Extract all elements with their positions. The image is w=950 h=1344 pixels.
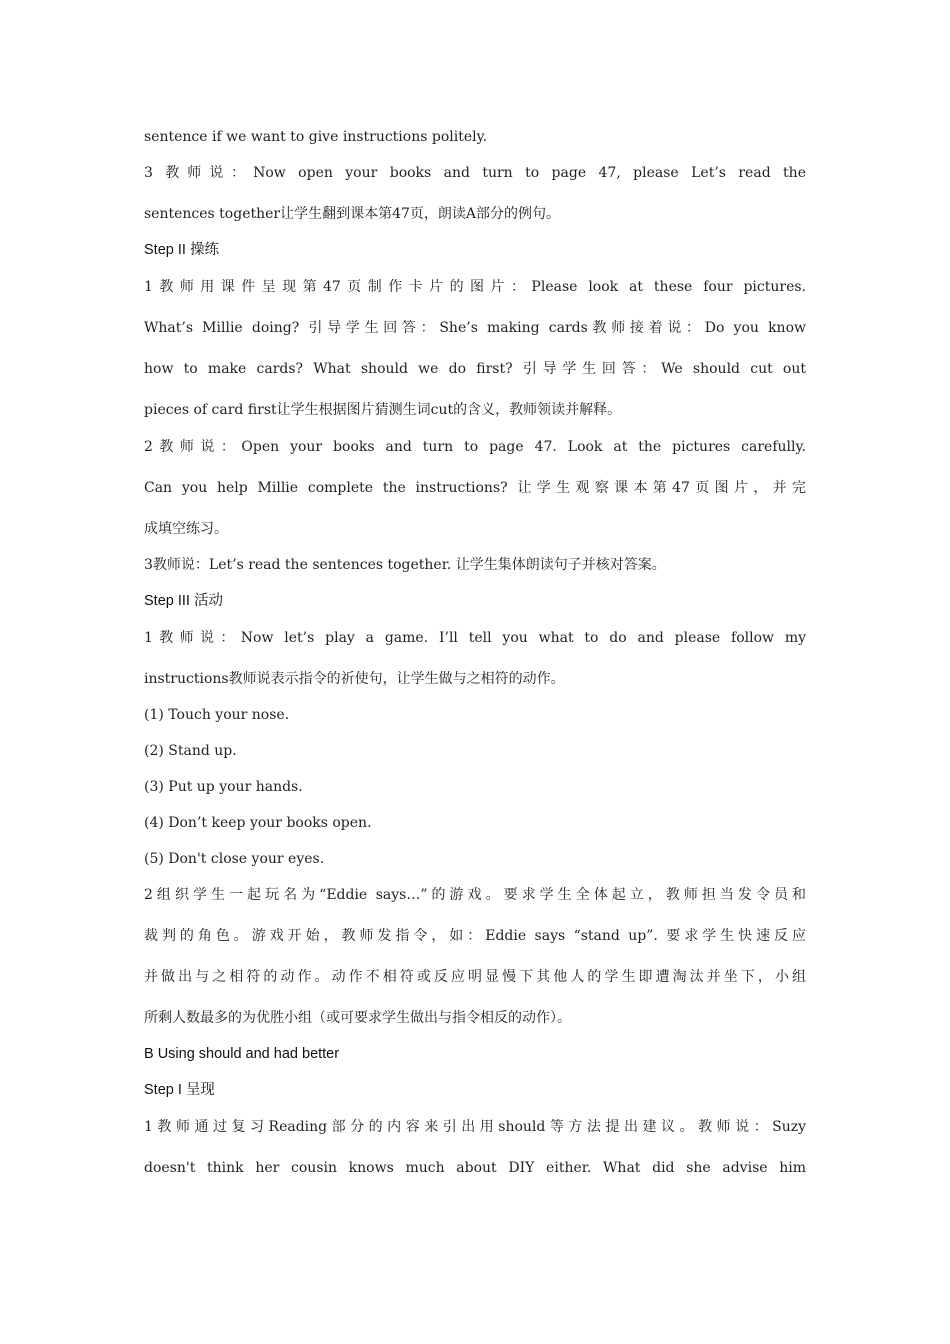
section-heading: B Using should and had better	[144, 1046, 340, 1062]
text-line: 1教师说：Now let’s play a game. I’ll tell you what to do and please follow my	[144, 630, 806, 646]
list-item: (1) Touch your nose.	[144, 707, 290, 723]
text-line: 3 教师说：Now open your books and turn to page 47, please Let’s read the	[144, 165, 806, 181]
text-line: 3教师说：Let’s read the sentences together. 让学生集体朗读句子并核对答案。	[144, 557, 666, 573]
text-line: What’s Millie doing? 引导学生回答：She’s making cards教师接着说：Do you know	[144, 320, 806, 336]
text-line: sentences together让学生翻到课本第47页，朗读A部分的例句。	[144, 206, 561, 222]
text-line: Can you help Millie complete the instructions? 让学生观察课本第47页图片，并完	[144, 480, 806, 496]
text-line: how to make cards? What should we do first? 引导学生回答：We should cut out	[144, 361, 806, 377]
text-line: 成填空练习。	[144, 521, 228, 537]
text-line: 2教师说：Open your books and turn to page 47. Look at the pictures carefully.	[144, 439, 806, 455]
list-item: (2) Stand up.	[144, 743, 237, 759]
section-heading: Step II 操练	[144, 242, 219, 258]
list-item: (4) Don’t keep your books open.	[144, 815, 372, 831]
text-line: 并做出与之相符的动作。动作不相符或反应明显慢下其他人的学生即遭淘汰并坐下，小组	[144, 969, 806, 985]
text-line: instructions教师说表示指令的祈使句，让学生做与之相符的动作。	[144, 671, 565, 687]
text-line: 1教师用课件呈现第47页制作卡片的图片：Please look at these four pictures.	[144, 279, 806, 295]
section-heading: Step I 呈现	[144, 1082, 215, 1098]
text-line: 裁判的角色。游戏开始，教师发指令，如：Eddie says “stand up”. 要求学生快速反应	[144, 928, 806, 944]
text-line: sentence if we want to give instructions politely.	[144, 129, 488, 145]
section-heading: Step III 活动	[144, 593, 223, 609]
text-line: 2组织学生一起玩名为“Eddie says…”的游戏。要求学生全体起立，教师担当发令员和	[144, 887, 806, 903]
text-line: 1教师通过复习Reading部分的内容来引出用should等方法提出建议。教师说：Suzy	[144, 1119, 806, 1135]
text-line: 所剩人数最多的为优胜小组（或可要求学生做出与指令相反的动作）。	[144, 1010, 571, 1026]
text-line: doesn't think her cousin knows much about DIY either. What did she advise him	[144, 1160, 806, 1176]
list-item: (5) Don't close your eyes.	[144, 851, 325, 867]
text-line: pieces of card first让学生根据图片猜测生词cut的含义，教师领读并解释。	[144, 402, 622, 418]
list-item: (3) Put up your hands.	[144, 779, 303, 795]
